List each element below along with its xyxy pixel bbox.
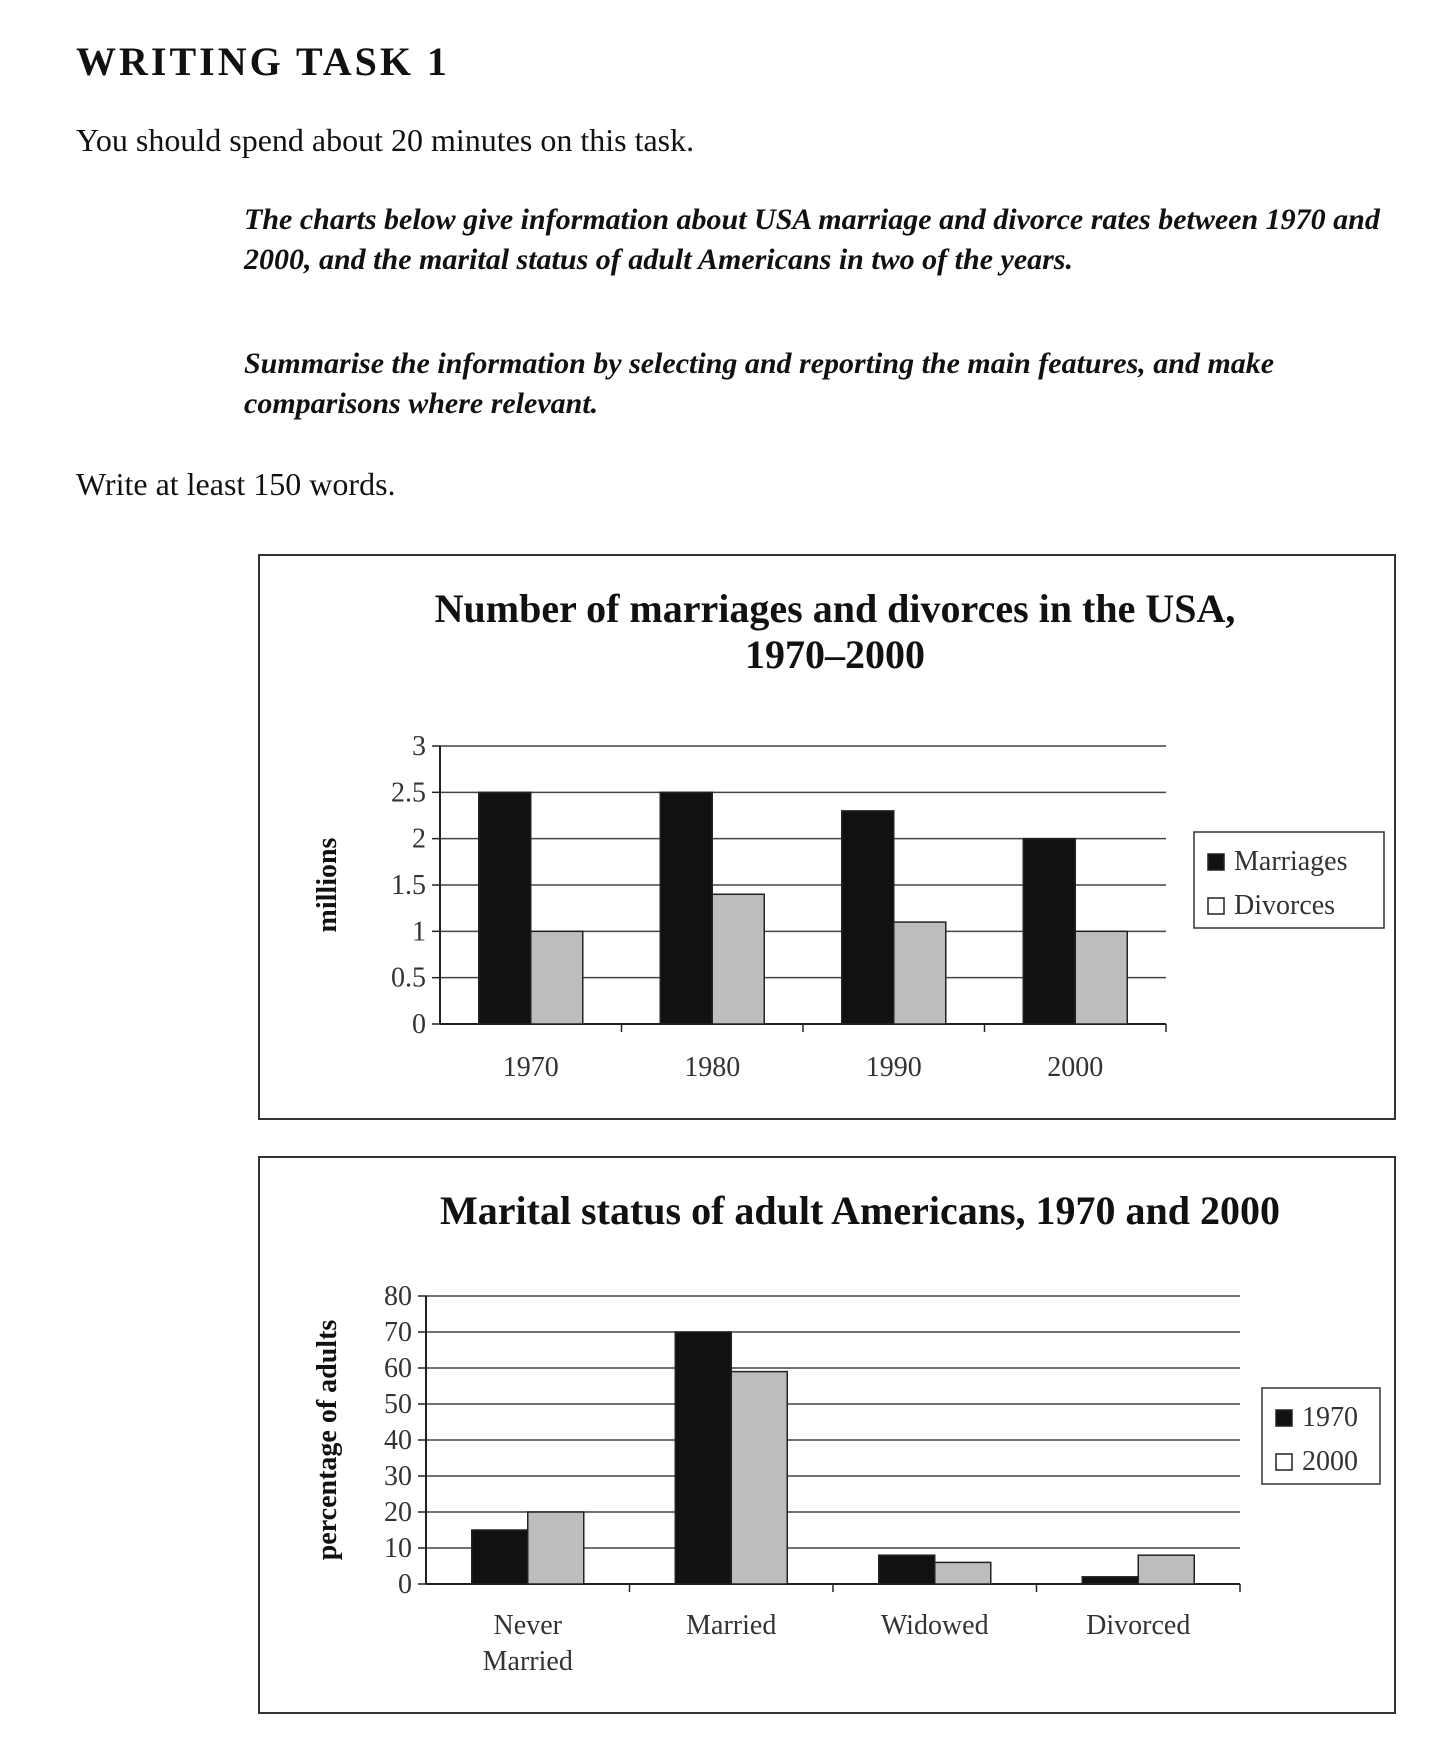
- chart1-ytick-label: 1: [412, 916, 426, 948]
- chart1-ytick-label: 0: [412, 1009, 426, 1040]
- chart2-category-label: Married: [686, 1610, 777, 1641]
- marital-status-chart: [258, 1156, 1396, 1714]
- chart2-category-label: Never: [493, 1610, 562, 1641]
- chart2-legend-swatch: [1276, 1454, 1292, 1470]
- chart2-legend-label: 2000: [1302, 1446, 1358, 1477]
- chart2-ytick-label: 40: [384, 1425, 412, 1456]
- chart1-bar-divorces-1: [712, 894, 764, 1024]
- chart1-ytick-label: 2: [412, 823, 426, 855]
- chart1-ytick-label: 1.5: [391, 870, 426, 901]
- chart1-bar-marriages-1: [660, 792, 712, 1024]
- chart2-bar-2000-2: [935, 1562, 991, 1584]
- chart2-bar-1970-3: [1082, 1577, 1138, 1584]
- chart2-ytick-label: 60: [384, 1353, 412, 1384]
- chart1-bar-marriages-0: [479, 792, 531, 1024]
- marriages-divorces-chart-svg: [260, 556, 1394, 1118]
- marriages-divorces-chart: [258, 554, 1396, 1120]
- chart1-y-axis-title: millions: [312, 837, 343, 933]
- chart2-legend-swatch: [1276, 1410, 1292, 1426]
- chart2-category-label: Widowed: [880, 1610, 989, 1641]
- chart2-ytick-label: 50: [384, 1389, 412, 1420]
- chart1-title-line2: 1970–2000: [745, 632, 925, 677]
- chart2-legend-label: 1970: [1302, 1402, 1358, 1433]
- chart2-ytick-label: 20: [384, 1497, 412, 1528]
- chart2-ytick-label: 0: [398, 1569, 412, 1600]
- task-prompt-summarise: Summarise the information by selecting and reporting the main features, and make comparisons where relevant.: [244, 347, 1275, 420]
- chart1-legend-swatch: [1208, 854, 1224, 870]
- chart2-bar-1970-0: [472, 1530, 528, 1584]
- chart2-ytick-label: 70: [384, 1317, 412, 1348]
- chart2-bar-2000-0: [528, 1512, 584, 1584]
- chart1-category-label: 1980: [684, 1052, 741, 1083]
- chart2-ytick-label: 30: [384, 1461, 412, 1492]
- chart2-ytick-label: 10: [384, 1533, 412, 1564]
- chart1-category-label: 2000: [1047, 1052, 1104, 1083]
- chart1-ytick-label: 3: [412, 731, 426, 762]
- chart1-category-label: 1990: [865, 1052, 922, 1083]
- chart2-bar-1970-1: [675, 1332, 731, 1584]
- chart2-ytick-label: 80: [384, 1281, 412, 1312]
- chart1-legend-label: Marriages: [1234, 846, 1348, 877]
- chart2-title: Marital status of adult Americans, 1970 and 2000: [440, 1188, 1280, 1233]
- time-instruction: You should spend about 20 minutes on this task.: [76, 122, 695, 158]
- task-prompt-description: The charts below give information about USA marriage and divorce rates between 1970 and 2000, and the marital status of adult Americans in two of the years.: [244, 203, 1380, 276]
- chart2-category-label: Married: [482, 1646, 573, 1677]
- chart1-legend-swatch: [1208, 898, 1224, 914]
- chart2-y-axis-title: percentage of adults: [312, 1319, 343, 1561]
- chart1-category-label: 1970: [502, 1052, 559, 1083]
- marital-status-chart-svg: [260, 1158, 1394, 1712]
- chart2-bar-1970-2: [879, 1555, 935, 1584]
- chart1-bar-divorces-2: [894, 922, 946, 1024]
- chart1-bar-divorces-3: [1075, 931, 1127, 1024]
- chart2-category-label: Divorced: [1086, 1610, 1191, 1641]
- chart1-bar-marriages-2: [842, 811, 894, 1024]
- chart1-legend-label: Divorces: [1234, 890, 1336, 921]
- chart1-bar-marriages-3: [1023, 839, 1075, 1024]
- chart2-bar-2000-1: [731, 1372, 787, 1584]
- chart2-bar-2000-3: [1138, 1555, 1194, 1584]
- chart1-title-line1: Number of marriages and divorces in the USA,: [434, 586, 1236, 631]
- chart1-ytick-label: 0.5: [391, 962, 426, 994]
- task-heading: WRITING TASK 1: [76, 39, 450, 84]
- chart1-ytick-label: 2.5: [391, 777, 426, 809]
- word-limit: Write at least 150 words.: [76, 466, 396, 502]
- chart1-bar-divorces-0: [531, 931, 583, 1024]
